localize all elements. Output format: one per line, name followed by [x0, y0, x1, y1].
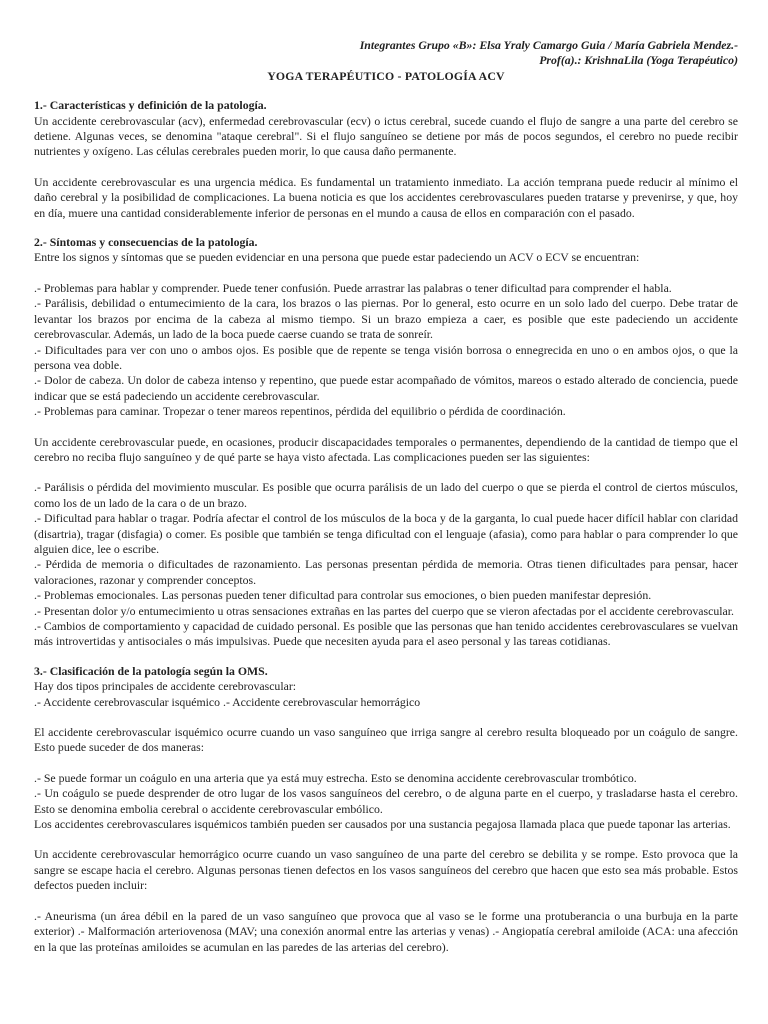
header — [34, 38, 738, 69]
section-2-heading: 2.- Síntomas y consecuencias de la patología. — [34, 235, 258, 250]
complications-intro: Un accidente cerebrovascular puede, en ocasiones, producir discapacidades temporales o permanentes, dependiendo de la cantidad de tiempo que el cerebro no reciba flujo sanguíneo y de qué parte se haya visto afectada. Las complicaciones pueden ser las siguientes: — [34, 434, 738, 464]
section-2-intro: Entre los signos y síntomas que se pueden evidenciar en una persona que puede estar padeciendo un ACV o ECV se encuentran: — [34, 250, 640, 265]
list-item: .- Se puede formar un coágulo en una arteria que ya está muy estrecha. Esto se denomina accidente cerebrovascular trombótico. — [34, 770, 637, 785]
document-title: YOGA TERAPÉUTICO - PATOLOGÍA ACV — [267, 68, 505, 83]
defects-paragraph: .- Aneurisma (un área débil en la pared de un vaso sanguíneo que provoca que al vaso se le forme una protuberancia o una burbuja en la parte exterior) .- Malformación arteriovenosa (MAV; una conexión anormal entre las arterias y venas) .- Angiopatía cerebral amiloide (ACA: una afección en la que las proteínas amiloides se acumulan en las paredes de las arterias del cerebro). — [34, 908, 738, 954]
list-item: Los accidentes cerebrovasculares isquémicos también pueden ser causados por una sustancia pegajosa llamada placa que puede taponar las arterias. — [34, 817, 731, 832]
complications-list — [34, 480, 738, 649]
ischemic-ways-list — [34, 771, 738, 833]
section-3-heading: 3.- Clasificación de la patología según la OMS. — [34, 663, 268, 678]
list-item: .- Un coágulo se puede desprender de otro lugar de los vasos sanguíneos del cerebro, o de alguna parte en el cuerpo, y trasladarse hasta el cerebro. Esto se denomina embolia cerebral o accidente cerebrovascular embólico. — [34, 786, 738, 816]
symptoms-list — [34, 281, 738, 420]
stroke-types: .- Accidente cerebrovascular isquémico .- Accidente cerebrovascular hemorrágico — [34, 694, 421, 709]
hemorrhagic-paragraph: Un accidente cerebrovascular hemorrágico ocurre cuando un vaso sanguíneo de una parte del cerebro se debilita y se rompe. Esto provoca que la sangre se escape hacia el cerebro. Algunas personas tienen defectos en los vasos sanguíneos del cerebro que hacen que esto sea más probable. Estos defectos pueden incluir: — [34, 847, 738, 893]
section-3-intro: Hay dos tipos principales de accidente cerebrovascular: — [34, 679, 297, 694]
list-item: .- Problemas para hablar y comprender. Puede tener confusión. Puede arrastrar las palabras o tener dificultad para comprender el habla. — [34, 280, 672, 295]
section-1-paragraph-2: Un accidente cerebrovascular es una urgencia médica. Es fundamental un tratamiento inmediato. La acción temprana puede reducir al mínimo el daño cerebral y la posibilidad de complicaciones. La buena noticia es que los accidentes cerebrovasculares pueden tratarse y prevenirse, y que, hoy en día, muere una cantidad considerablemente inferior de personas en el mundo a causa de ellos en comparación con el pasado. — [34, 174, 738, 220]
header-members: Integrantes Grupo «B»: Elsa Yraly Camargo Guia / María Gabriela Mendez.- — [359, 38, 738, 52]
list-item: .- Presentan dolor y/o entumecimiento u otras sensaciones extrañas en las partes del cuerpo que se vieron afectadas por el accidente cerebrovascular. — [34, 603, 734, 618]
list-item: .- Pérdida de memoria o dificultades de razonamiento. Las personas presentan pérdida de memoria. Otras tienen dificultades para pensar, hacer valoraciones, razonar y comprender conceptos. — [34, 557, 738, 587]
list-item: .- Parálisis, debilidad o entumecimiento de la cara, los brazos o las piernas. Por lo general, esto ocurre en un solo lado del cuerpo. Debe tratar de levantar los brazos por encima de la cabeza al mismo tiempo. Si un brazo empieza a caer, es posible que este padeciendo un accidente cerebrovascular. Además, un lado de la boca puede caerse cuando se trata de sonreír. — [34, 296, 738, 342]
list-item: .- Dificultades para ver con uno o ambos ojos. Es posible que de repente se tenga visión borrosa o ennegrecida en uno o en ambos ojos, o que la persona vea doble. — [34, 342, 738, 372]
section-1-paragraph-1: Un accidente cerebrovascular (acv), enfermedad cerebrovascular (ecv) o ictus cerebral, sucede cuando el flujo de sangre a una parte del cerebro se detiene. Algunas veces, se denomina "ataque cerebral". Si el flujo sanguíneo se detiene por más de pocos segundos, el cerebro no puede recibir nutrientes y oxígeno. Las células cerebrales pueden morir, lo que causa daño permanente. — [34, 113, 738, 159]
section-1-heading: 1.- Características y definición de la patología. — [34, 98, 267, 113]
header-professor: Prof(a).: KrishnaLila (Yoga Terapéutico) — [539, 53, 738, 68]
list-item: .- Dolor de cabeza. Un dolor de cabeza intenso y repentino, que puede estar acompañado de vómitos, mareos o estado alterado de conciencia, puede indicar que se está padeciendo un accidente cerebrovascular. — [34, 373, 738, 403]
list-item: .- Problemas para caminar. Tropezar o tener mareos repentinos, pérdida del equilibrio o pérdida de coordinación. — [34, 404, 566, 419]
list-item: .- Problemas emocionales. Las personas pueden tener dificultad para controlar sus emociones, o bien pueden manifestar depresión. — [34, 588, 652, 603]
list-item: .- Cambios de comportamiento y capacidad de cuidado personal. Es posible que las personas que han tenido accidentes cerebrovasculares se vuelvan más introvertidas y antisociales o más impulsivas. Puede que necesiten ayuda para el aseo personal y las tareas cotidianas. — [34, 619, 738, 649]
list-item: .- Dificultad para hablar o tragar. Podría afectar el control de los músculos de la boca y de la garganta, lo cual puede hacer difícil hablar con claridad (disartria), tragar (disfagia) o comer. Es posible que también se tenga dificultad con el lenguaje (afasia), como para hablar o para comprender lo que alguien dice, lee o escribe. — [34, 511, 738, 556]
list-item: .- Parálisis o pérdida del movimiento muscular. Es posible que ocurra parálisis de un lado del cuerpo o que se pierda el control de ciertos músculos, como los de un lado de la cara o de un brazo. — [34, 480, 738, 510]
ischemic-paragraph: El accidente cerebrovascular isquémico ocurre cuando un vaso sanguíneo que irriga sangre al cerebro resulta bloqueado por un coágulo de sangre. Esto puede suceder de dos maneras: — [34, 725, 738, 755]
